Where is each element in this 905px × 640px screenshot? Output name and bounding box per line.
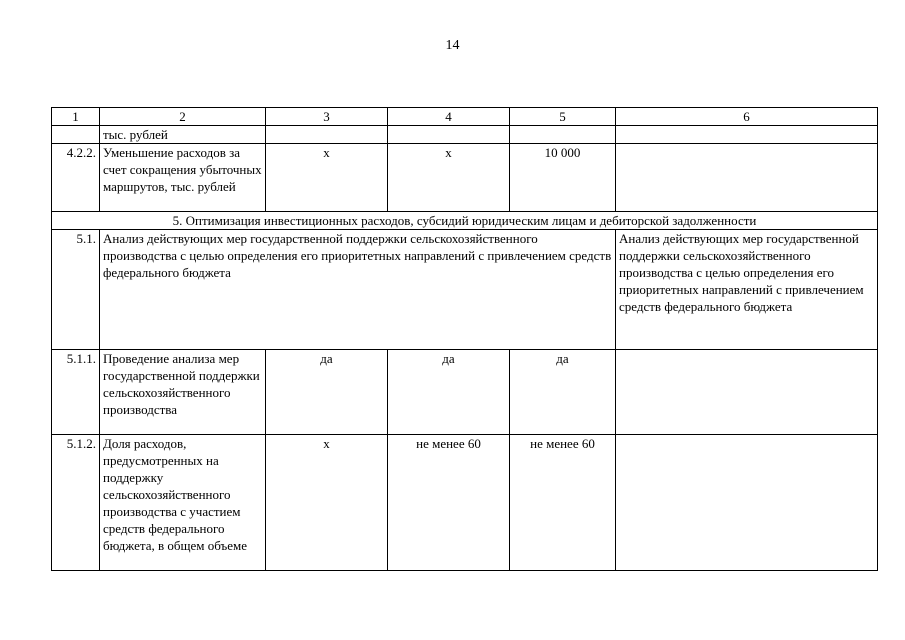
table-cell xyxy=(510,126,616,144)
row-name-cell: Доля расходов, предусмотренных на поддержку сельскохозяйственного производства с участием средств федерального бюджета, в общем объеме xyxy=(100,435,266,571)
column-header: 5 xyxy=(510,108,616,126)
table-cell: х xyxy=(266,435,388,571)
row-number-cell: 5.1.1. xyxy=(52,350,100,435)
table-cell xyxy=(616,350,878,435)
row-name-cell: Уменьшение расходов за счет сокращения убыточных маршрутов, тыс. рублей xyxy=(100,144,266,212)
table-cell: не менее 60 xyxy=(510,435,616,571)
page-number: 14 xyxy=(445,38,460,53)
column-header: 1 xyxy=(52,108,100,126)
table-cell: не менее 60 xyxy=(388,435,510,571)
row-number-cell: 5.1. xyxy=(52,230,100,350)
section-title: 5. Оптимизация инвестиционных расходов, субсидий юридическим лицам и дебиторской задолженности xyxy=(52,212,878,230)
table-cell: Анализ действующих мер государственной поддержки сельскохозяйственного производства с целью определения его приоритетных направлений с привлечением средств федерального бюджета xyxy=(616,230,878,350)
row-number-cell xyxy=(52,126,100,144)
table-cell xyxy=(388,126,510,144)
table-cell: да xyxy=(510,350,616,435)
column-header: 2 xyxy=(100,108,266,126)
table-cell: х xyxy=(388,144,510,212)
row-name-cell: Проведение анализа мер государственной поддержки сельскохозяйственного производства xyxy=(100,350,266,435)
table-row xyxy=(52,144,878,212)
table-row xyxy=(52,230,878,350)
table-cell: да xyxy=(266,350,388,435)
table-cell xyxy=(616,126,878,144)
table-cell: х xyxy=(266,144,388,212)
plan-table xyxy=(51,107,878,571)
table-cell: да xyxy=(388,350,510,435)
table-row xyxy=(52,126,878,144)
row-number-cell: 4.2.2. xyxy=(52,144,100,212)
row-number-cell: 5.1.2. xyxy=(52,435,100,571)
column-header: 4 xyxy=(388,108,510,126)
table-row xyxy=(52,435,878,571)
section-header-row xyxy=(52,212,878,230)
table-header-row xyxy=(52,108,878,126)
table-cell xyxy=(616,144,878,212)
table-cell: 10 000 xyxy=(510,144,616,212)
table-cell xyxy=(616,435,878,571)
row-name-cell: тыс. рублей xyxy=(100,126,266,144)
column-header: 3 xyxy=(266,108,388,126)
table-cell xyxy=(266,126,388,144)
table-row xyxy=(52,350,878,435)
row-name-cell: Анализ действующих мер государственной поддержки сельскохозяйственного производства с целью определения его приоритетных направлений с привлечением средств федерального бюджета xyxy=(100,230,616,350)
column-header: 6 xyxy=(616,108,878,126)
